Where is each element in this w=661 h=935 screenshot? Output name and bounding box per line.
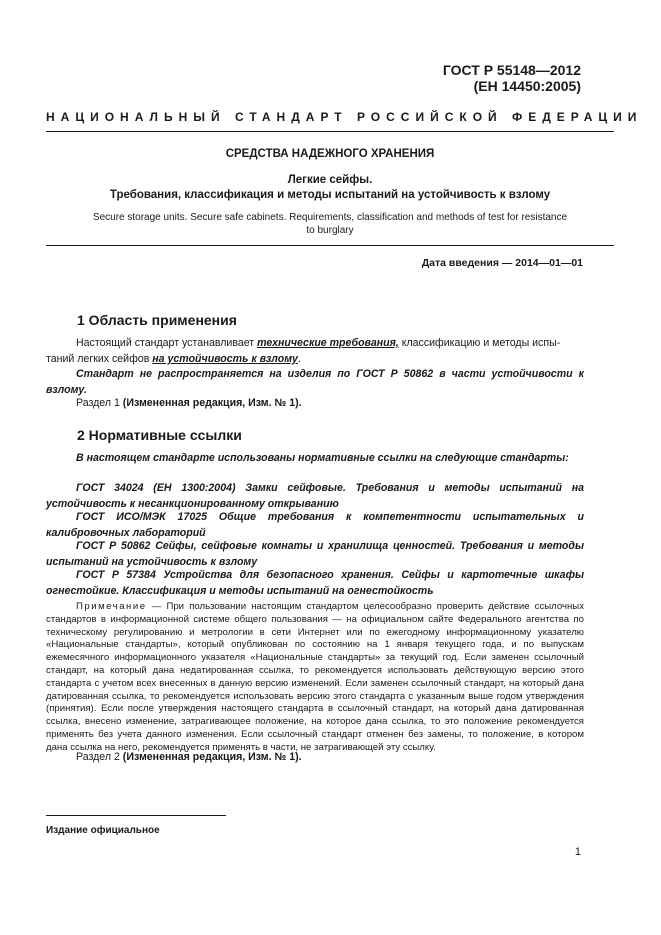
section1-p3-amendment: (Измененная редакция, Изм. № 1). [122,397,302,409]
section1-paragraph2 [46,367,584,398]
section2-heading: 2 Нормативные ссылки [77,427,242,443]
title-sub2: Требования, классификация и методы испытаний на устойчивость к взлому [109,189,551,201]
section1-p1-text-d: . [297,352,301,365]
gost-code: ГОСТ Р 55148—2012 [442,62,581,78]
section1-p2-text: Стандарт не распространяется на изделия по ГОСТ Р 50862 в части устойчивости к взлому. [46,368,584,396]
ref-text: ГОСТ Р 57384 Устройства для безопасного хранения. Сейфы и картотечные шкафы огнестойкие. Классификация и методы испытаний на огнестойкость [46,569,584,597]
section1-paragraph3 [46,396,584,412]
section2-ref-2 [46,510,584,541]
ref-text: ГОСТ ИСО/МЭК 17025 Общие требования к компетентности испытательных и калибровочных лабораторий [46,511,584,539]
section1-p1-text-a: Настоящий стандарт устанавливает [76,337,258,349]
section2-ref-4 [46,568,584,599]
section2-end-paragraph [46,750,584,766]
section1-p1-text-b: классификацию и методы испы- [398,337,561,349]
ref-text: ГОСТ 34024 (ЕН 1300:2004) Замки сейфовые. Требования и методы испытаний на устойчивость к несанкционированному открыванию [46,482,584,510]
section2-p1-text: В настоящем стандарте использованы нормативные ссылки на следующие стандарты: [76,452,569,464]
section1-p1-text-c: таний легких сейфов [46,352,153,365]
page-number: 1 [574,846,581,858]
section2-paragraph1 [46,451,584,467]
title-en-line2: to burglary [306,225,354,236]
section2-ref-1 [46,481,584,512]
ref-text: ГОСТ Р 50862 Сейфы, сейфовые комнаты и хранилища ценностей. Требования и методы испытаний на устойчивость к взлому [46,540,584,568]
section2-note [46,601,584,755]
section1-heading: 1 Область применения [77,312,237,328]
section2-end-amendment: (Измененная редакция, Изм. № 1). [122,751,302,763]
national-standard-banner: НАЦИОНАЛЬНЫЙ СТАНДАРТ РОССИЙСКОЙ ФЕДЕРАЦИИ [46,110,643,124]
section2-ref-3 [46,539,584,570]
header-divider [46,131,614,132]
title-divider [46,245,614,246]
footer-divider [46,815,226,816]
edition-label: Издание официальное [46,825,160,836]
intro-date: Дата введения — 2014—01—01 [421,257,583,269]
section1-p3-text-a: Раздел 1 [76,397,123,409]
title-main: СРЕДСТВА НАДЕЖНОГО ХРАНЕНИЯ [225,148,435,160]
note-label: Примечание [76,601,147,612]
note-text: — При пользовании настоящим стандартом целесообразно проверить действие ссылочных стандартов в информационной системе общего пользования — на официальном сайте Федерального агентства по техническому регулированию и метрологии в сети Интернет или по ежегодному информационному указателю «Национальные стандарты», который опубликован по состоянию на 1 января текущего года, и по выпускам ежемесячного информационного указателя «Национальные стандарты» за текущий год. Если заменен ссылочный стандарт, на который дана недатированная ссылка, то рекомендуется использовать действующую версию этого стандарта с учетом всех внесенных в данную версию изменений. Если заменен ссылочный стандарт, на который дана датированная ссылка, то рекомендуется использовать версию этого стандарта с указанным выше годом утверждения (принятия). Если после утверждения настоящего стандарта в ссылочный стандарт, на который дана датированная ссылка, внесено изменение, затрагивающее положение, на которое дана ссылка, то это положение рекомендуется применять без учета данного изменения. Если ссылочный стандарт отменен без замены, то положение, в котором дана ссылка на него, рекомендуется применять в части, не затрагивающей эту ссылку. [46,601,584,753]
title-en-line1: Secure storage units. Secure safe cabinets. Requirements, classification and methods of test for resistance [92,212,568,223]
section1-link-tech-req[interactable]: технические требования, [257,337,399,349]
section1-paragraph1 [46,336,584,367]
en-code: (ЕН 14450:2005) [473,78,581,94]
title-sub1: Легкие сейфы. [287,174,373,186]
document-code [443,62,581,94]
section2-end-text-a: Раздел 2 [76,751,123,763]
section1-link-resistance[interactable]: на устойчивость к взлому [152,352,298,365]
